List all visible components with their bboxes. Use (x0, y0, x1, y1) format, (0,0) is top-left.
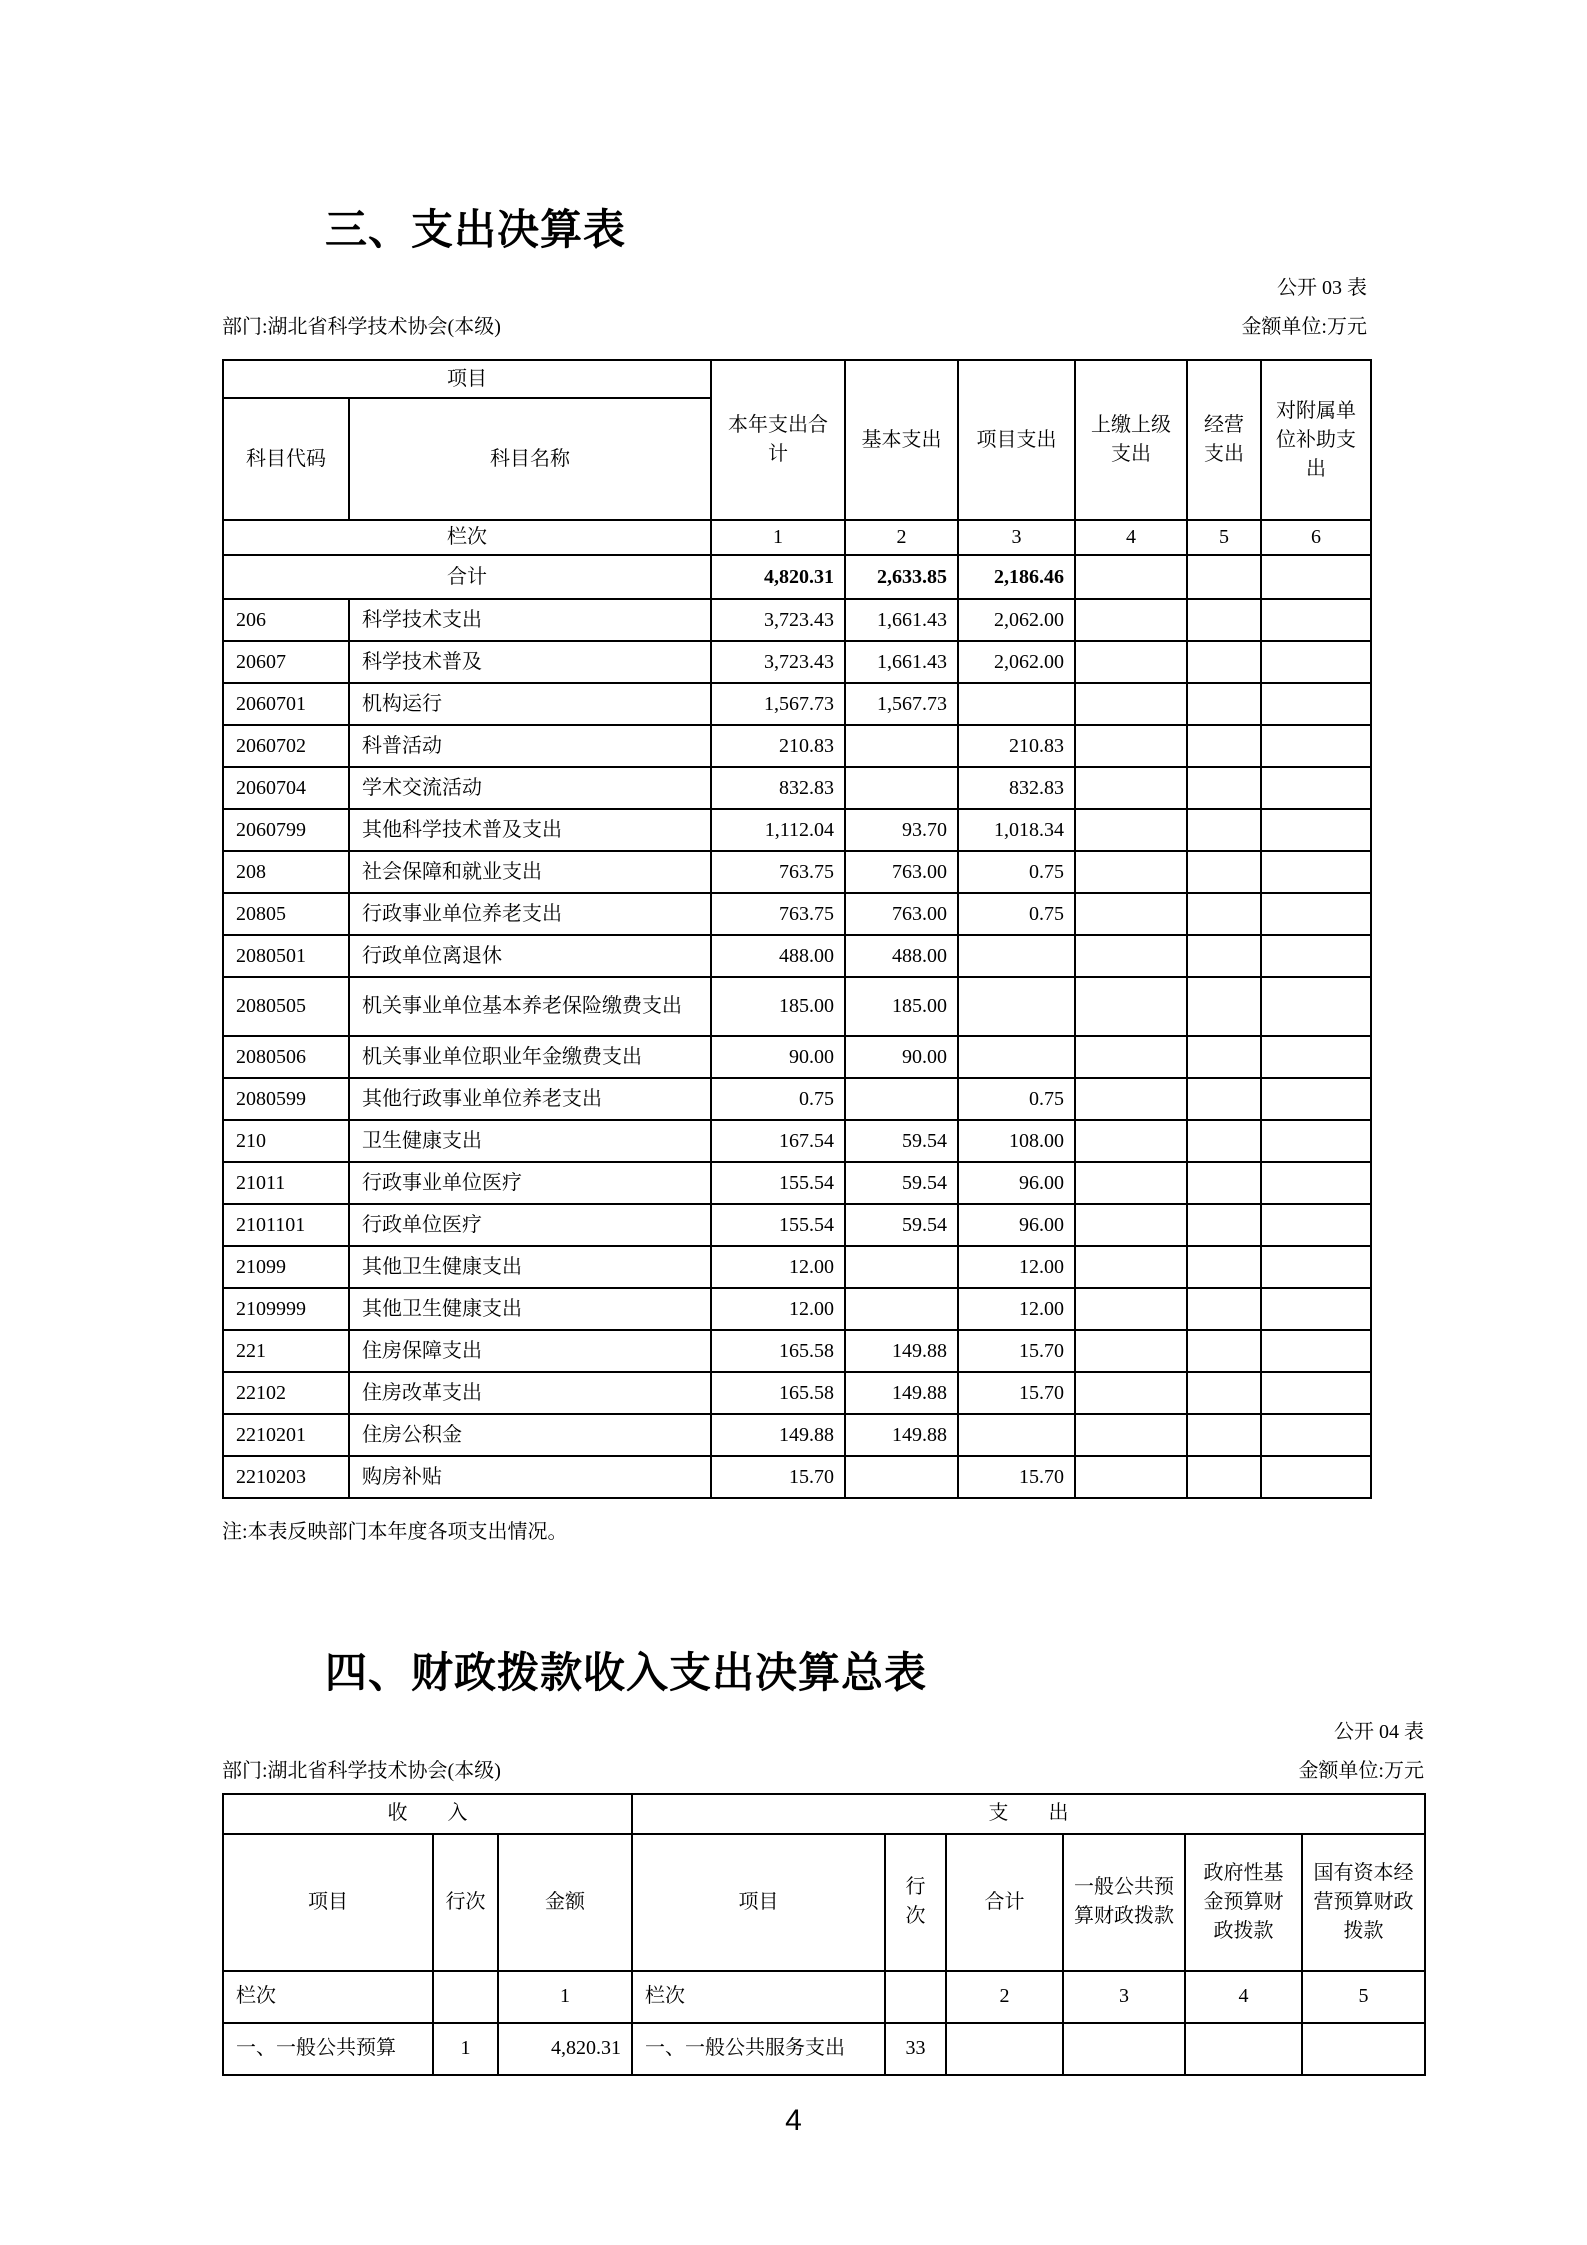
table4-public-label: 公开 04 表 (1334, 1720, 1424, 1743)
amount-cell: 763.00 (845, 851, 958, 893)
amount-cell (1261, 977, 1371, 1036)
amount-cell (1075, 1162, 1187, 1204)
summary-table-header (223, 1794, 1425, 2023)
lane-number-cell: 3 (958, 520, 1075, 555)
project-group-header: 项目 (223, 360, 711, 398)
amount-cell: 2,633.85 (845, 555, 958, 599)
amount-cell: 59.54 (845, 1120, 958, 1162)
amount-cell (1187, 1246, 1261, 1288)
amount-cell: 96.00 (958, 1204, 1075, 1246)
amount-cell (1075, 767, 1187, 809)
table-row (223, 1372, 1371, 1414)
expenditure-line-cell: 33 (885, 2023, 946, 2075)
subject-code-cell: 208 (223, 851, 349, 893)
subject-name-cell: 行政事业单位养老支出 (349, 893, 711, 935)
subject-name-cell: 科学技术支出 (349, 599, 711, 641)
amount-cell: 2,062.00 (958, 599, 1075, 641)
amount-cell (1261, 1414, 1371, 1456)
amount-cell: 210.83 (958, 725, 1075, 767)
amount-cell (845, 767, 958, 809)
table-row (223, 809, 1371, 851)
table-row (223, 1794, 1425, 1834)
amount-cell (1261, 1288, 1371, 1330)
amount-cell (1261, 683, 1371, 725)
subject-code-cell: 20805 (223, 893, 349, 935)
amount-cell (845, 1246, 958, 1288)
table-row (223, 1288, 1371, 1330)
amount-cell: 185.00 (845, 977, 958, 1036)
subject-name-cell: 科学技术普及 (349, 641, 711, 683)
amount-cell (1187, 935, 1261, 977)
table-row (223, 1246, 1371, 1288)
table-row (223, 977, 1371, 1036)
amount-cell (1261, 935, 1371, 977)
table4-department: 部门:湖北省科学技术协会(本级) (222, 1759, 501, 1782)
income-group-header: 收 入 (223, 1794, 632, 1834)
amount-cell: 15.70 (711, 1456, 845, 1498)
amount-cell (1187, 1204, 1261, 1246)
income-line-cell: 1 (433, 2023, 498, 2075)
amount-cell: 12.00 (711, 1288, 845, 1330)
empty-cell (433, 1971, 498, 2023)
subject-code-cell: 2080505 (223, 977, 349, 1036)
subject-code-cell: 2060702 (223, 725, 349, 767)
amount-cell (1261, 1162, 1371, 1204)
amount-cell (1187, 641, 1261, 683)
amount-cell: 832.83 (711, 767, 845, 809)
expenditure-table-body (223, 555, 1371, 1498)
col-header-government-fund-budget: 政府性基金预算财政拨款 (1185, 1834, 1302, 1971)
amount-cell (1075, 1204, 1187, 1246)
subject-code-cell: 21011 (223, 1162, 349, 1204)
amount-cell (1261, 1246, 1371, 1288)
table-row (223, 1456, 1371, 1498)
amount-cell (1261, 725, 1371, 767)
amount-cell (845, 1078, 958, 1120)
table3-public-label: 公开 03 表 (1277, 277, 1367, 300)
amount-cell (1075, 809, 1187, 851)
amount-cell: 0.75 (958, 893, 1075, 935)
amount-cell (1075, 1246, 1187, 1288)
amount-cell: 2,186.46 (958, 555, 1075, 599)
subject-code-cell: 20607 (223, 641, 349, 683)
lane-number-cell: 6 (1261, 520, 1371, 555)
amount-cell (1075, 1288, 1187, 1330)
subject-name-cell: 机关事业单位基本养老保险缴费支出 (349, 977, 711, 1036)
table-row (223, 893, 1371, 935)
subject-code-cell: 22102 (223, 1372, 349, 1414)
subject-name-cell: 住房改革支出 (349, 1372, 711, 1414)
amount-cell (1261, 1456, 1371, 1498)
total-row (223, 555, 1371, 599)
table-row (223, 1414, 1371, 1456)
amount-cell: 0.75 (711, 1078, 845, 1120)
amount-cell (1075, 1330, 1187, 1372)
col-header-income-amount: 金额 (498, 1834, 632, 1971)
amount-cell (1261, 767, 1371, 809)
table-row (223, 767, 1371, 809)
amount-cell (1187, 1078, 1261, 1120)
subject-name-cell: 行政单位医疗 (349, 1204, 711, 1246)
amount-cell (1261, 1330, 1371, 1372)
amount-cell (1261, 599, 1371, 641)
expenditure-table-header (223, 360, 1371, 555)
amount-cell (1075, 641, 1187, 683)
amount-cell (1261, 893, 1371, 935)
amount-cell (1187, 683, 1261, 725)
col-header-state-capital-budget: 国有资本经营预算财政拨款 (1302, 1834, 1425, 1971)
amount-cell: 1,112.04 (711, 809, 845, 851)
amount-cell (1187, 1372, 1261, 1414)
amount-cell (1075, 935, 1187, 977)
col-header-general-public-budget: 一般公共预算财政拨款 (1063, 1834, 1185, 1971)
amount-cell (1187, 851, 1261, 893)
amount-cell: 1,018.34 (958, 809, 1075, 851)
table3-unit-label: 金额单位:万元 (1241, 316, 1367, 339)
amount-cell (1075, 1120, 1187, 1162)
amount-cell (1187, 599, 1261, 641)
subject-name-cell: 其他行政事业单位养老支出 (349, 1078, 711, 1120)
amount-cell: 3,723.43 (711, 641, 845, 683)
subject-code-cell: 2210201 (223, 1414, 349, 1456)
amount-cell (1075, 1414, 1187, 1456)
amount-cell: 93.70 (845, 809, 958, 851)
table-row (223, 360, 1371, 398)
amount-cell (1187, 1288, 1261, 1330)
amount-cell: 763.00 (845, 893, 958, 935)
col-header-subject-name: 科目名称 (349, 398, 711, 520)
amount-cell (958, 1414, 1075, 1456)
table-row (223, 935, 1371, 977)
amount-cell: 149.88 (711, 1414, 845, 1456)
table-row (223, 2023, 1425, 2075)
lane-number-cell: 1 (498, 1971, 632, 2023)
amount-cell (958, 1036, 1075, 1078)
subject-code-cell: 2080599 (223, 1078, 349, 1120)
amount-cell (845, 1288, 958, 1330)
amount-cell (1261, 809, 1371, 851)
subject-name-cell: 行政单位离退休 (349, 935, 711, 977)
lane-number-cell: 5 (1302, 1971, 1425, 2023)
amount-cell: 1,567.73 (711, 683, 845, 725)
col-header-expenditure-item: 项目 (632, 1834, 885, 1971)
amount-cell: 15.70 (958, 1330, 1075, 1372)
amount-cell: 12.00 (958, 1246, 1075, 1288)
amount-cell (1187, 1162, 1261, 1204)
subject-name-cell: 购房补贴 (349, 1456, 711, 1498)
amount-cell: 165.58 (711, 1330, 845, 1372)
amount-cell (1261, 1036, 1371, 1078)
page-number: 4 (785, 2103, 802, 2137)
subject-name-cell: 行政事业单位医疗 (349, 1162, 711, 1204)
subject-code-cell: 2080501 (223, 935, 349, 977)
expenditure-group-header: 支 出 (632, 1794, 1425, 1834)
amount-cell: 1,661.43 (845, 599, 958, 641)
subject-name-cell: 科普活动 (349, 725, 711, 767)
amount-cell (1187, 1330, 1261, 1372)
table-row (223, 520, 1371, 555)
subject-name-cell: 社会保障和就业支出 (349, 851, 711, 893)
subject-name-cell: 其他卫生健康支出 (349, 1246, 711, 1288)
col-header-project-expenditure: 项目支出 (958, 360, 1075, 520)
amount-cell (1063, 2023, 1185, 2075)
subject-code-cell: 210 (223, 1120, 349, 1162)
col-header-income-line: 行次 (433, 1834, 498, 1971)
col-header-income-item: 项目 (223, 1834, 433, 1971)
amount-cell: 149.88 (845, 1372, 958, 1414)
amount-cell: 12.00 (711, 1246, 845, 1288)
amount-cell (1261, 1078, 1371, 1120)
amount-cell (1075, 683, 1187, 725)
amount-cell: 15.70 (958, 1456, 1075, 1498)
subject-name-cell: 住房公积金 (349, 1414, 711, 1456)
amount-cell: 155.54 (711, 1204, 845, 1246)
lane-number-cell: 2 (946, 1971, 1063, 2023)
amount-cell (1187, 725, 1261, 767)
lane-number-cell: 1 (711, 520, 845, 555)
table3-meta-row (222, 310, 1367, 339)
amount-cell: 90.00 (711, 1036, 845, 1078)
amount-cell: 488.00 (711, 935, 845, 977)
amount-cell: 59.54 (845, 1204, 958, 1246)
amount-cell (1187, 767, 1261, 809)
amount-cell (1187, 977, 1261, 1036)
table-row (223, 1834, 1425, 1971)
amount-cell (1261, 1204, 1371, 1246)
amount-cell: 185.00 (711, 977, 845, 1036)
amount-cell: 3,723.43 (711, 599, 845, 641)
amount-cell (1075, 977, 1187, 1036)
amount-cell (1075, 1372, 1187, 1414)
amount-cell: 763.75 (711, 851, 845, 893)
table-row (223, 1120, 1371, 1162)
amount-cell: 149.88 (845, 1330, 958, 1372)
amount-cell: 210.83 (711, 725, 845, 767)
col-header-subsidy-expenditure: 对附属单位补助支出 (1261, 360, 1371, 520)
subject-code-cell: 2080506 (223, 1036, 349, 1078)
subject-code-cell: 206 (223, 599, 349, 641)
lane-number-cell: 4 (1185, 1971, 1302, 2023)
subject-code-cell: 2060704 (223, 767, 349, 809)
subject-name-cell: 机关事业单位职业年金缴费支出 (349, 1036, 711, 1078)
amount-cell (1075, 725, 1187, 767)
table-row (223, 599, 1371, 641)
lane-number-cell: 3 (1063, 1971, 1185, 2023)
subject-code-cell: 2210203 (223, 1456, 349, 1498)
amount-cell: 1,661.43 (845, 641, 958, 683)
amount-cell (1261, 1120, 1371, 1162)
total-label-cell: 合计 (223, 555, 711, 599)
lane-number-cell: 4 (1075, 520, 1187, 555)
lane-label-cell: 栏次 (223, 520, 711, 555)
amount-cell (1187, 1036, 1261, 1078)
amount-cell: 488.00 (845, 935, 958, 977)
amount-cell (1302, 2023, 1425, 2075)
amount-cell (1187, 1120, 1261, 1162)
amount-cell: 165.58 (711, 1372, 845, 1414)
lane-label-cell: 栏次 (632, 1971, 885, 2023)
amount-cell (1261, 851, 1371, 893)
col-header-basic-expenditure: 基本支出 (845, 360, 958, 520)
section3-title: 三、支出决算表 (325, 206, 627, 253)
amount-cell: 149.88 (845, 1414, 958, 1456)
table-row (223, 1078, 1371, 1120)
amount-cell (1075, 1456, 1187, 1498)
table-row (223, 1204, 1371, 1246)
amount-cell: 59.54 (845, 1162, 958, 1204)
amount-cell (1075, 893, 1187, 935)
amount-cell (1075, 1078, 1187, 1120)
income-item-cell: 一、一般公共预算 (223, 2023, 433, 2075)
subject-name-cell: 卫生健康支出 (349, 1120, 711, 1162)
subject-name-cell: 其他卫生健康支出 (349, 1288, 711, 1330)
amount-cell (958, 935, 1075, 977)
table-row (223, 1971, 1425, 2023)
table-row (223, 1330, 1371, 1372)
amount-cell (958, 977, 1075, 1036)
amount-cell (1187, 1414, 1261, 1456)
subject-code-cell: 2060799 (223, 809, 349, 851)
amount-cell (845, 1456, 958, 1498)
col-header-subject-code: 科目代码 (223, 398, 349, 520)
subject-code-cell: 21099 (223, 1246, 349, 1288)
table-row (223, 1036, 1371, 1078)
amount-cell (946, 2023, 1063, 2075)
table3-note: 注:本表反映部门本年度各项支出情况。 (222, 1521, 568, 1544)
amount-cell: 763.75 (711, 893, 845, 935)
expenditure-table (222, 359, 1372, 1499)
amount-cell: 1,567.73 (845, 683, 958, 725)
subject-name-cell: 住房保障支出 (349, 1330, 711, 1372)
lane-number-cell: 2 (845, 520, 958, 555)
summary-table-body (223, 2023, 1425, 2075)
expenditure-item-cell: 一、一般公共服务支出 (632, 2023, 885, 2075)
col-header-upper-level-expenditure: 上缴上级支出 (1075, 360, 1187, 520)
amount-cell: 832.83 (958, 767, 1075, 809)
amount-cell (1075, 1036, 1187, 1078)
amount-cell: 108.00 (958, 1120, 1075, 1162)
amount-cell (1075, 555, 1187, 599)
table4-meta-row (222, 1754, 1424, 1783)
amount-cell: 12.00 (958, 1288, 1075, 1330)
section4-title: 四、财政拨款收入支出决算总表 (325, 1649, 928, 1697)
amount-cell: 0.75 (958, 851, 1075, 893)
amount-cell: 96.00 (958, 1162, 1075, 1204)
table4-unit-label: 金额单位:万元 (1298, 1759, 1424, 1782)
amount-cell: 167.54 (711, 1120, 845, 1162)
col-header-operating-expenditure: 经营支出 (1187, 360, 1261, 520)
subject-code-cell: 2109999 (223, 1288, 349, 1330)
amount-cell (1261, 1372, 1371, 1414)
amount-cell (1187, 893, 1261, 935)
amount-cell (1185, 2023, 1302, 2075)
amount-cell (1075, 599, 1187, 641)
amount-cell (1261, 641, 1371, 683)
amount-cell: 155.54 (711, 1162, 845, 1204)
amount-cell (1187, 809, 1261, 851)
col-header-expenditure-line: 行次 (885, 1834, 946, 1971)
fiscal-appropriation-summary-table (222, 1793, 1426, 2076)
subject-code-cell: 2060701 (223, 683, 349, 725)
amount-cell: 4,820.31 (711, 555, 845, 599)
subject-name-cell: 机构运行 (349, 683, 711, 725)
amount-cell (958, 683, 1075, 725)
subject-name-cell: 学术交流活动 (349, 767, 711, 809)
col-header-total-expenditure: 本年支出合计 (711, 360, 845, 520)
amount-cell: 15.70 (958, 1372, 1075, 1414)
lane-number-cell: 5 (1187, 520, 1261, 555)
amount-cell: 2,062.00 (958, 641, 1075, 683)
subject-code-cell: 2101101 (223, 1204, 349, 1246)
empty-cell (885, 1971, 946, 2023)
table-row (223, 641, 1371, 683)
amount-cell: 0.75 (958, 1078, 1075, 1120)
lane-label-cell: 栏次 (223, 1971, 433, 2023)
table3-department: 部门:湖北省科学技术协会(本级) (222, 316, 501, 339)
table-row (223, 851, 1371, 893)
income-amount-cell: 4,820.31 (498, 2023, 632, 2075)
amount-cell (1187, 1456, 1261, 1498)
table-row (223, 725, 1371, 767)
amount-cell (845, 725, 958, 767)
amount-cell: 90.00 (845, 1036, 958, 1078)
amount-cell (1261, 555, 1371, 599)
amount-cell (1075, 851, 1187, 893)
table-row (223, 1162, 1371, 1204)
amount-cell (1187, 555, 1261, 599)
col-header-expenditure-total: 合计 (946, 1834, 1063, 1971)
subject-name-cell: 其他科学技术普及支出 (349, 809, 711, 851)
subject-code-cell: 221 (223, 1330, 349, 1372)
table-row (223, 683, 1371, 725)
